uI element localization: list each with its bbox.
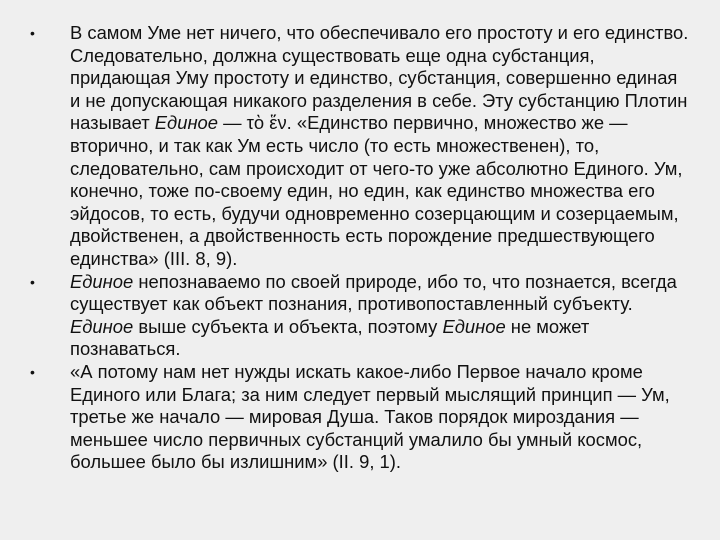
term-edinoe: Единое: [154, 112, 219, 134]
bullet-item: [30, 361, 690, 474]
term-edinoe: Единое: [442, 315, 506, 337]
text-run: непознаваемо по своей природе, ибо то, что познается, всегда существует как объект познания, противопоставленный субъекту.: [70, 270, 677, 315]
term-edinoe: Единое: [70, 270, 134, 292]
bullet-marker: •: [30, 25, 35, 41]
term-edinoe: Единое: [70, 315, 134, 337]
bullet-text: [70, 361, 670, 472]
text-run: не может познаваться.: [70, 315, 590, 360]
bullet-item: [30, 22, 690, 271]
bullet-marker: •: [30, 273, 35, 290]
text-run: «А потому нам нет нужды искать какое-либо Первое начало кроме Единого или Блага; за ним следует первый мыслящий принцип — Ум, третье же начало — мировая Душа. Таков порядок мироздания — меньшее число первичных субстанций умалило бы умный космос, большее было бы излишним» (II. 9, 1).: [70, 360, 670, 473]
bullet-item: [30, 271, 690, 361]
text-run: В самом Уме нет ничего, что обеспечивало его простоту и его единство. Следовательно, должна существовать еще одна субстанция, придающая Уму простоту и единство, субстанция, совершенно единая и не допускающая никакого разделения в себе. Эту субстанцию Плотин называет: [70, 22, 689, 134]
text-run: — τὸ ἕν. «Единство первично, множество же — вторично, и так как Ум есть число (то есть множественен), то, следовательно, сам происходит от чего-то уже абсолютно Единого. Ум, конечно, тоже по-своему един, но един, как единство множества его эйдосов, то есть, будучи одновременно созерцающим и созерцаемым, двойственен, а двойственность есть порождение предшествующего единства» (III. 8, 9).: [70, 112, 683, 269]
bullet-text: [70, 271, 677, 360]
text-run: выше субъекта и объекта, поэтому: [133, 315, 443, 337]
bullet-text: [70, 22, 688, 269]
bullet-marker: •: [30, 363, 35, 380]
bullet-list: [30, 22, 690, 474]
